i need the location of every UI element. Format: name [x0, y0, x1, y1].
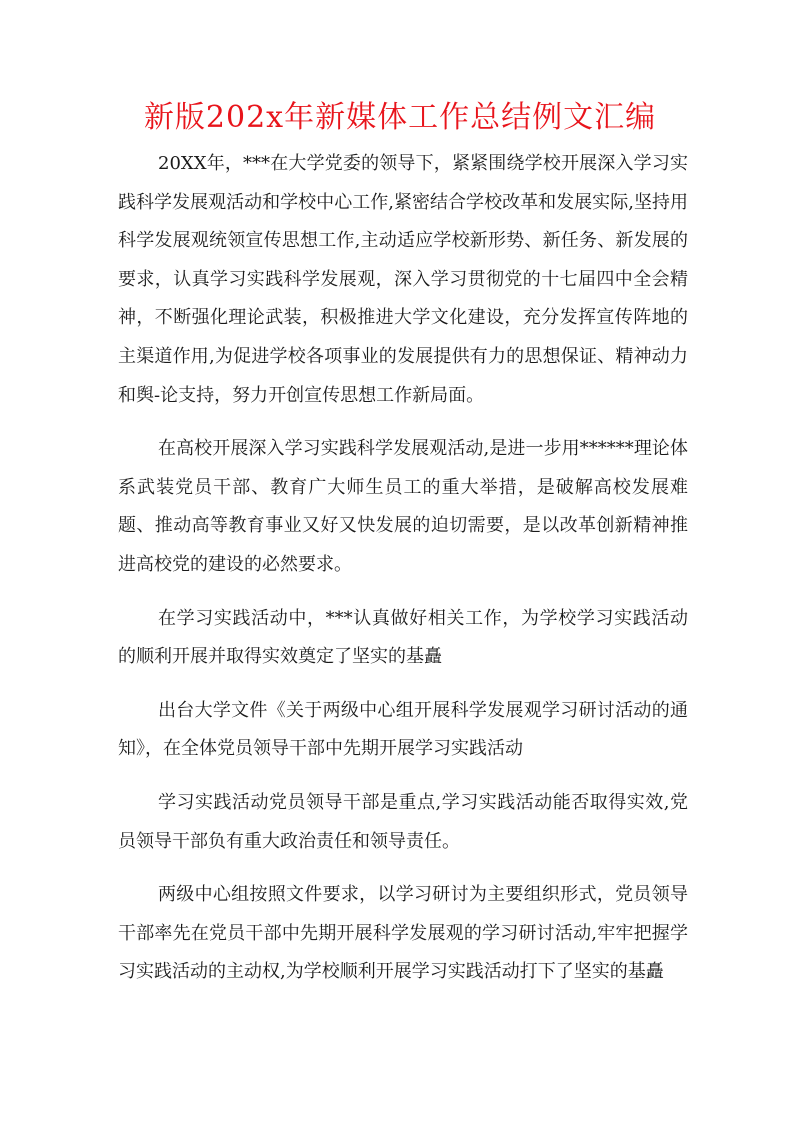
paragraph: 两级中心组按照文件要求，以学习研讨为主要组织形式，党员领导干部率先在党员干部中先期开展科学发展观的学习研讨活动,牢牢把握学习实践活动的主动权,为学校顺利开展学习实践活动打下了坚实的基矗 — [118, 884, 688, 983]
document-title: 新版202x年新媒体工作总结例文汇编 — [143, 100, 657, 135]
paragraph: 出台大学文件《关于两级中心组开展科学发展观学习研讨活动的通知》，在全体党员领导干部中先期开展学习实践活动 — [118, 699, 688, 760]
paragraph: 20XX年，***在大学党委的领导下，紧紧围绕学校开展深入学习实践科学发展观活动和学校中心工作,紧密结合学校改革和发展实际,坚持用科学发展观统领宣传思想工作,主动适应学校新形势、新任务、新发展的要求，认真学习实践科学发展观，深入学习贯彻党的十七届四中全会精神，不断强化理论武装，积极推进大学文化建设，充分发挥宣传阵地的主渠道作用,为促进学校各项事业的发展提供有力的思想保证、精神动力和舆-论支持，努力开创宣传思想工作新局面。 — [118, 153, 688, 406]
paragraph: 学习实践活动党员领导干部是重点,学习实践活动能否取得实效,党员领导干部负有重大政治责任和领导责任。 — [118, 791, 688, 852]
paragraph: 在高校开展深入学习实践科学发展观活动,是进一步用******理论体系武装党员干部、教育广大师生员工的重大举措，是破解高校发展难题、推动高等教育事业又好又快发展的迫切需要，是以改革创新精神推进高校党的建设的必然要求。 — [118, 438, 688, 575]
document-body — [118, 145, 688, 1007]
paragraph: 在学习实践活动中，***认真做好相关工作，为学校学习实践活动的顺利开展并取得实效奠定了坚实的基矗 — [118, 607, 688, 668]
